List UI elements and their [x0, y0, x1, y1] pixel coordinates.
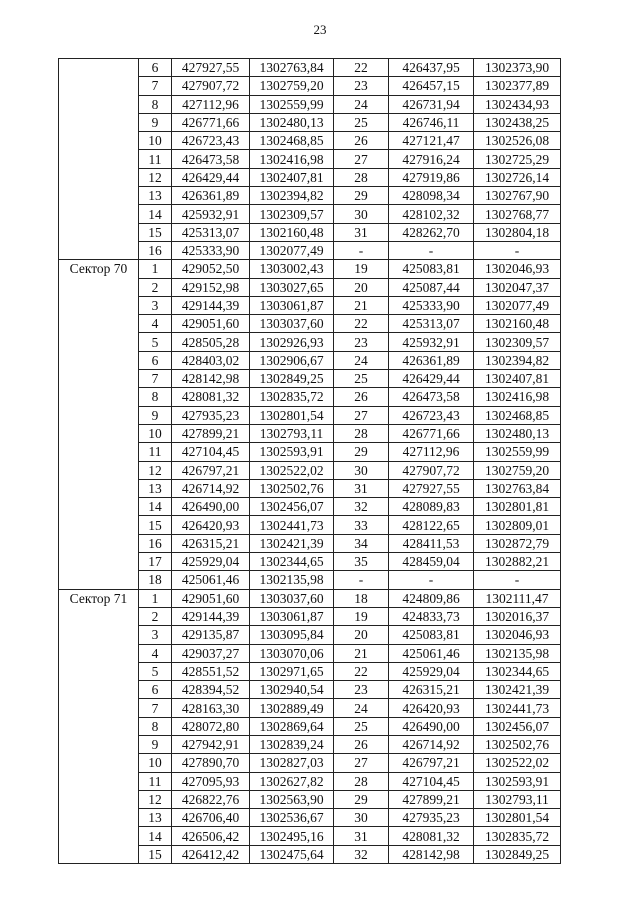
- y-coordinate-cell: 1302835,72: [250, 388, 334, 406]
- point-number-2-cell: 27: [334, 150, 389, 168]
- y-coordinate-cell: 1302502,76: [250, 479, 334, 497]
- x-coordinate-cell: 426797,21: [172, 461, 250, 479]
- y-coordinate-cell: 1302869,64: [250, 717, 334, 735]
- x-coordinate-2-cell: 427927,55: [389, 479, 474, 497]
- sector-label-cell: [59, 59, 139, 260]
- point-number-2-cell: 27: [334, 406, 389, 424]
- y-coordinate-cell: 1302344,65: [250, 553, 334, 571]
- x-coordinate-2-cell: 427104,45: [389, 772, 474, 790]
- sector-label-cell: Сектор 70: [59, 260, 139, 589]
- x-coordinate-cell: 426771,66: [172, 113, 250, 131]
- point-number-2-cell: 24: [334, 95, 389, 113]
- y-coordinate-cell: 1302801,54: [250, 406, 334, 424]
- point-number-2-cell: 29: [334, 790, 389, 808]
- x-coordinate-2-cell: 427907,72: [389, 461, 474, 479]
- point-number-cell: 9: [139, 735, 172, 753]
- point-number-2-cell: 23: [334, 77, 389, 95]
- point-number-2-cell: 22: [334, 662, 389, 680]
- x-coordinate-cell: 429152,98: [172, 278, 250, 296]
- sector-label-cell: Сектор 71: [59, 589, 139, 863]
- x-coordinate-2-cell: 426457,15: [389, 77, 474, 95]
- point-number-cell: 4: [139, 644, 172, 662]
- y-coordinate-cell: 1302416,98: [250, 150, 334, 168]
- y-coordinate-cell: 1303037,60: [250, 589, 334, 607]
- y-coordinate-2-cell: 1302468,85: [474, 406, 561, 424]
- x-coordinate-cell: 426420,93: [172, 516, 250, 534]
- x-coordinate-cell: 426490,00: [172, 498, 250, 516]
- point-number-cell: 10: [139, 132, 172, 150]
- point-number-cell: 15: [139, 223, 172, 241]
- x-coordinate-2-cell: 425061,46: [389, 644, 474, 662]
- y-coordinate-2-cell: 1302767,90: [474, 187, 561, 205]
- y-coordinate-cell: 1302926,93: [250, 333, 334, 351]
- point-number-2-cell: 35: [334, 553, 389, 571]
- x-coordinate-2-cell: 425333,90: [389, 296, 474, 314]
- point-number-2-cell: 31: [334, 827, 389, 845]
- point-number-2-cell: 22: [334, 59, 389, 77]
- x-coordinate-cell: 428142,98: [172, 370, 250, 388]
- x-coordinate-2-cell: 426746,11: [389, 113, 474, 131]
- point-number-cell: 14: [139, 827, 172, 845]
- table-row: [59, 260, 561, 278]
- y-coordinate-2-cell: 1302502,76: [474, 735, 561, 753]
- y-coordinate-cell: 1302839,24: [250, 735, 334, 753]
- point-number-2-cell: 32: [334, 498, 389, 516]
- y-coordinate-cell: 1303061,87: [250, 296, 334, 314]
- x-coordinate-2-cell: 426315,21: [389, 681, 474, 699]
- x-coordinate-cell: 427935,23: [172, 406, 250, 424]
- x-coordinate-cell: 427907,72: [172, 77, 250, 95]
- y-coordinate-2-cell: -: [474, 241, 561, 259]
- y-coordinate-cell: 1302763,84: [250, 59, 334, 77]
- y-coordinate-2-cell: 1302046,93: [474, 626, 561, 644]
- point-number-cell: 1: [139, 589, 172, 607]
- y-coordinate-2-cell: 1302394,82: [474, 351, 561, 369]
- x-coordinate-cell: 426706,40: [172, 809, 250, 827]
- x-coordinate-cell: 427942,91: [172, 735, 250, 753]
- x-coordinate-2-cell: 428459,04: [389, 553, 474, 571]
- y-coordinate-cell: 1302889,49: [250, 699, 334, 717]
- point-number-cell: 8: [139, 388, 172, 406]
- point-number-cell: 8: [139, 95, 172, 113]
- point-number-2-cell: 34: [334, 534, 389, 552]
- y-coordinate-2-cell: 1302804,18: [474, 223, 561, 241]
- point-number-cell: 15: [139, 516, 172, 534]
- y-coordinate-2-cell: 1302835,72: [474, 827, 561, 845]
- x-coordinate-cell: 429051,60: [172, 315, 250, 333]
- y-coordinate-2-cell: 1302373,90: [474, 59, 561, 77]
- y-coordinate-2-cell: 1302849,25: [474, 845, 561, 863]
- y-coordinate-2-cell: 1302593,91: [474, 772, 561, 790]
- y-coordinate-2-cell: 1302759,20: [474, 461, 561, 479]
- x-coordinate-cell: 427104,45: [172, 443, 250, 461]
- x-coordinate-2-cell: 427112,96: [389, 443, 474, 461]
- y-coordinate-cell: 1303070,06: [250, 644, 334, 662]
- point-number-2-cell: 28: [334, 772, 389, 790]
- point-number-cell: 10: [139, 754, 172, 772]
- y-coordinate-cell: 1302394,82: [250, 187, 334, 205]
- x-coordinate-cell: 427112,96: [172, 95, 250, 113]
- y-coordinate-cell: 1302495,16: [250, 827, 334, 845]
- point-number-cell: 11: [139, 150, 172, 168]
- x-coordinate-cell: 427927,55: [172, 59, 250, 77]
- coordinates-table-body: [59, 59, 561, 864]
- x-coordinate-2-cell: 425313,07: [389, 315, 474, 333]
- x-coordinate-2-cell: 428411,53: [389, 534, 474, 552]
- y-coordinate-cell: 1303061,87: [250, 607, 334, 625]
- y-coordinate-2-cell: 1302077,49: [474, 296, 561, 314]
- x-coordinate-2-cell: 428102,32: [389, 205, 474, 223]
- y-coordinate-2-cell: 1302407,81: [474, 370, 561, 388]
- point-number-cell: 12: [139, 168, 172, 186]
- y-coordinate-cell: 1302441,73: [250, 516, 334, 534]
- y-coordinate-2-cell: 1302763,84: [474, 479, 561, 497]
- y-coordinate-2-cell: 1302872,79: [474, 534, 561, 552]
- point-number-2-cell: 27: [334, 754, 389, 772]
- x-coordinate-cell: 428505,28: [172, 333, 250, 351]
- x-coordinate-2-cell: 426437,95: [389, 59, 474, 77]
- y-coordinate-cell: 1302077,49: [250, 241, 334, 259]
- x-coordinate-2-cell: 426429,44: [389, 370, 474, 388]
- x-coordinate-cell: 426506,42: [172, 827, 250, 845]
- x-coordinate-cell: 429135,87: [172, 626, 250, 644]
- point-number-2-cell: 25: [334, 370, 389, 388]
- x-coordinate-cell: 426723,43: [172, 132, 250, 150]
- y-coordinate-2-cell: 1302309,57: [474, 333, 561, 351]
- x-coordinate-2-cell: 428262,70: [389, 223, 474, 241]
- y-coordinate-cell: 1302309,57: [250, 205, 334, 223]
- point-number-cell: 14: [139, 205, 172, 223]
- point-number-cell: 1: [139, 260, 172, 278]
- point-number-2-cell: 23: [334, 333, 389, 351]
- x-coordinate-cell: 427095,93: [172, 772, 250, 790]
- point-number-2-cell: 30: [334, 205, 389, 223]
- y-coordinate-2-cell: 1302160,48: [474, 315, 561, 333]
- y-coordinate-2-cell: 1302809,01: [474, 516, 561, 534]
- x-coordinate-2-cell: 425083,81: [389, 626, 474, 644]
- x-coordinate-cell: 425333,90: [172, 241, 250, 259]
- y-coordinate-2-cell: 1302526,08: [474, 132, 561, 150]
- point-number-2-cell: 28: [334, 424, 389, 442]
- point-number-2-cell: 29: [334, 443, 389, 461]
- x-coordinate-cell: 425061,46: [172, 571, 250, 589]
- point-number-2-cell: 23: [334, 681, 389, 699]
- point-number-2-cell: 25: [334, 113, 389, 131]
- x-coordinate-cell: 427890,70: [172, 754, 250, 772]
- point-number-2-cell: 19: [334, 607, 389, 625]
- y-coordinate-2-cell: 1302768,77: [474, 205, 561, 223]
- y-coordinate-2-cell: 1302344,65: [474, 662, 561, 680]
- y-coordinate-2-cell: 1302441,73: [474, 699, 561, 717]
- x-coordinate-cell: 426361,89: [172, 187, 250, 205]
- point-number-cell: 11: [139, 772, 172, 790]
- point-number-2-cell: -: [334, 571, 389, 589]
- point-number-cell: 18: [139, 571, 172, 589]
- x-coordinate-2-cell: 427899,21: [389, 790, 474, 808]
- x-coordinate-2-cell: 426473,58: [389, 388, 474, 406]
- point-number-cell: 17: [139, 553, 172, 571]
- point-number-cell: 9: [139, 113, 172, 131]
- point-number-2-cell: 21: [334, 644, 389, 662]
- y-coordinate-cell: 1302160,48: [250, 223, 334, 241]
- x-coordinate-cell: 428072,80: [172, 717, 250, 735]
- point-number-cell: 16: [139, 534, 172, 552]
- point-number-cell: 2: [139, 607, 172, 625]
- point-number-cell: 2: [139, 278, 172, 296]
- point-number-cell: 7: [139, 370, 172, 388]
- x-coordinate-2-cell: 426361,89: [389, 351, 474, 369]
- x-coordinate-2-cell: 427919,86: [389, 168, 474, 186]
- x-coordinate-2-cell: 426490,00: [389, 717, 474, 735]
- y-coordinate-cell: 1302593,91: [250, 443, 334, 461]
- point-number-2-cell: 24: [334, 351, 389, 369]
- point-number-2-cell: 19: [334, 260, 389, 278]
- x-coordinate-2-cell: 426797,21: [389, 754, 474, 772]
- point-number-2-cell: 26: [334, 735, 389, 753]
- y-coordinate-2-cell: 1302725,29: [474, 150, 561, 168]
- point-number-2-cell: 30: [334, 809, 389, 827]
- y-coordinate-cell: 1303027,65: [250, 278, 334, 296]
- point-number-2-cell: 18: [334, 589, 389, 607]
- y-coordinate-2-cell: 1302793,11: [474, 790, 561, 808]
- point-number-2-cell: 26: [334, 388, 389, 406]
- y-coordinate-2-cell: 1302016,37: [474, 607, 561, 625]
- y-coordinate-cell: 1302559,99: [250, 95, 334, 113]
- x-coordinate-2-cell: 428122,65: [389, 516, 474, 534]
- x-coordinate-2-cell: 427935,23: [389, 809, 474, 827]
- y-coordinate-cell: 1302940,54: [250, 681, 334, 699]
- y-coordinate-2-cell: 1302416,98: [474, 388, 561, 406]
- y-coordinate-2-cell: 1302882,21: [474, 553, 561, 571]
- x-coordinate-2-cell: 428089,83: [389, 498, 474, 516]
- point-number-cell: 10: [139, 424, 172, 442]
- x-coordinate-2-cell: 426714,92: [389, 735, 474, 753]
- table-row: [59, 59, 561, 77]
- y-coordinate-cell: 1302563,90: [250, 790, 334, 808]
- y-coordinate-2-cell: 1302801,81: [474, 498, 561, 516]
- x-coordinate-2-cell: 426723,43: [389, 406, 474, 424]
- point-number-cell: 8: [139, 717, 172, 735]
- x-coordinate-2-cell: 426771,66: [389, 424, 474, 442]
- point-number-cell: 7: [139, 699, 172, 717]
- point-number-cell: 12: [139, 461, 172, 479]
- y-coordinate-2-cell: 1302434,93: [474, 95, 561, 113]
- x-coordinate-2-cell: 428142,98: [389, 845, 474, 863]
- point-number-cell: 13: [139, 187, 172, 205]
- point-number-2-cell: 31: [334, 223, 389, 241]
- y-coordinate-cell: 1303095,84: [250, 626, 334, 644]
- x-coordinate-2-cell: 425929,04: [389, 662, 474, 680]
- x-coordinate-cell: 426714,92: [172, 479, 250, 497]
- point-number-2-cell: 26: [334, 132, 389, 150]
- y-coordinate-2-cell: 1302111,47: [474, 589, 561, 607]
- y-coordinate-cell: 1302759,20: [250, 77, 334, 95]
- x-coordinate-cell: 428163,30: [172, 699, 250, 717]
- x-coordinate-2-cell: 428081,32: [389, 827, 474, 845]
- y-coordinate-cell: 1302407,81: [250, 168, 334, 186]
- x-coordinate-cell: 429052,50: [172, 260, 250, 278]
- x-coordinate-cell: 429144,39: [172, 607, 250, 625]
- y-coordinate-2-cell: 1302726,14: [474, 168, 561, 186]
- y-coordinate-cell: 1302793,11: [250, 424, 334, 442]
- point-number-2-cell: 25: [334, 717, 389, 735]
- point-number-cell: 6: [139, 351, 172, 369]
- point-number-cell: 4: [139, 315, 172, 333]
- x-coordinate-cell: 427899,21: [172, 424, 250, 442]
- x-coordinate-cell: 425929,04: [172, 553, 250, 571]
- point-number-2-cell: 28: [334, 168, 389, 186]
- y-coordinate-2-cell: 1302480,13: [474, 424, 561, 442]
- point-number-cell: 7: [139, 77, 172, 95]
- x-coordinate-cell: 426822,76: [172, 790, 250, 808]
- point-number-cell: 14: [139, 498, 172, 516]
- point-number-cell: 12: [139, 790, 172, 808]
- y-coordinate-cell: 1302475,64: [250, 845, 334, 863]
- point-number-2-cell: -: [334, 241, 389, 259]
- x-coordinate-cell: 426429,44: [172, 168, 250, 186]
- point-number-cell: 15: [139, 845, 172, 863]
- x-coordinate-2-cell: 426420,93: [389, 699, 474, 717]
- x-coordinate-2-cell: 427916,24: [389, 150, 474, 168]
- point-number-cell: 11: [139, 443, 172, 461]
- point-number-cell: 9: [139, 406, 172, 424]
- x-coordinate-2-cell: 428098,34: [389, 187, 474, 205]
- x-coordinate-cell: 426315,21: [172, 534, 250, 552]
- point-number-cell: 5: [139, 662, 172, 680]
- x-coordinate-2-cell: 424809,86: [389, 589, 474, 607]
- point-number-2-cell: 20: [334, 278, 389, 296]
- y-coordinate-cell: 1302971,65: [250, 662, 334, 680]
- point-number-2-cell: 30: [334, 461, 389, 479]
- point-number-cell: 6: [139, 681, 172, 699]
- point-number-2-cell: 22: [334, 315, 389, 333]
- point-number-cell: 13: [139, 479, 172, 497]
- x-coordinate-2-cell: 425087,44: [389, 278, 474, 296]
- y-coordinate-cell: 1302522,02: [250, 461, 334, 479]
- x-coordinate-2-cell: -: [389, 241, 474, 259]
- coordinates-table: [58, 58, 561, 864]
- point-number-2-cell: 32: [334, 845, 389, 863]
- y-coordinate-2-cell: 1302135,98: [474, 644, 561, 662]
- table-row: [59, 589, 561, 607]
- y-coordinate-cell: 1303002,43: [250, 260, 334, 278]
- x-coordinate-cell: 429144,39: [172, 296, 250, 314]
- x-coordinate-2-cell: 426731,94: [389, 95, 474, 113]
- y-coordinate-2-cell: -: [474, 571, 561, 589]
- x-coordinate-cell: 426473,58: [172, 150, 250, 168]
- y-coordinate-2-cell: 1302046,93: [474, 260, 561, 278]
- x-coordinate-2-cell: 425932,91: [389, 333, 474, 351]
- x-coordinate-2-cell: 425083,81: [389, 260, 474, 278]
- point-number-cell: 6: [139, 59, 172, 77]
- y-coordinate-cell: 1302421,39: [250, 534, 334, 552]
- y-coordinate-cell: 1302135,98: [250, 571, 334, 589]
- y-coordinate-2-cell: 1302421,39: [474, 681, 561, 699]
- point-number-2-cell: 20: [334, 626, 389, 644]
- y-coordinate-2-cell: 1302377,89: [474, 77, 561, 95]
- y-coordinate-2-cell: 1302801,54: [474, 809, 561, 827]
- x-coordinate-cell: 429037,27: [172, 644, 250, 662]
- x-coordinate-2-cell: 424833,73: [389, 607, 474, 625]
- x-coordinate-cell: 429051,60: [172, 589, 250, 607]
- x-coordinate-cell: 425932,91: [172, 205, 250, 223]
- point-number-cell: 5: [139, 333, 172, 351]
- y-coordinate-cell: 1302468,85: [250, 132, 334, 150]
- y-coordinate-cell: 1302849,25: [250, 370, 334, 388]
- point-number-2-cell: 33: [334, 516, 389, 534]
- page-number: 23: [313, 22, 327, 37]
- point-number-2-cell: 31: [334, 479, 389, 497]
- y-coordinate-cell: 1302480,13: [250, 113, 334, 131]
- y-coordinate-cell: 1302536,67: [250, 809, 334, 827]
- y-coordinate-cell: 1302906,67: [250, 351, 334, 369]
- y-coordinate-cell: 1302627,82: [250, 772, 334, 790]
- point-number-cell: 3: [139, 626, 172, 644]
- y-coordinate-cell: 1303037,60: [250, 315, 334, 333]
- y-coordinate-2-cell: 1302438,25: [474, 113, 561, 131]
- x-coordinate-cell: 428081,32: [172, 388, 250, 406]
- x-coordinate-cell: 428394,52: [172, 681, 250, 699]
- y-coordinate-2-cell: 1302522,02: [474, 754, 561, 772]
- y-coordinate-2-cell: 1302456,07: [474, 717, 561, 735]
- x-coordinate-cell: 428551,52: [172, 662, 250, 680]
- point-number-2-cell: 24: [334, 699, 389, 717]
- point-number-cell: 3: [139, 296, 172, 314]
- point-number-2-cell: 21: [334, 296, 389, 314]
- point-number-cell: 13: [139, 809, 172, 827]
- point-number-2-cell: 29: [334, 187, 389, 205]
- x-coordinate-2-cell: 427121,47: [389, 132, 474, 150]
- x-coordinate-cell: 425313,07: [172, 223, 250, 241]
- point-number-cell: 16: [139, 241, 172, 259]
- y-coordinate-cell: 1302827,03: [250, 754, 334, 772]
- x-coordinate-cell: 428403,02: [172, 351, 250, 369]
- y-coordinate-cell: 1302456,07: [250, 498, 334, 516]
- x-coordinate-2-cell: -: [389, 571, 474, 589]
- x-coordinate-cell: 426412,42: [172, 845, 250, 863]
- y-coordinate-2-cell: 1302047,37: [474, 278, 561, 296]
- y-coordinate-2-cell: 1302559,99: [474, 443, 561, 461]
